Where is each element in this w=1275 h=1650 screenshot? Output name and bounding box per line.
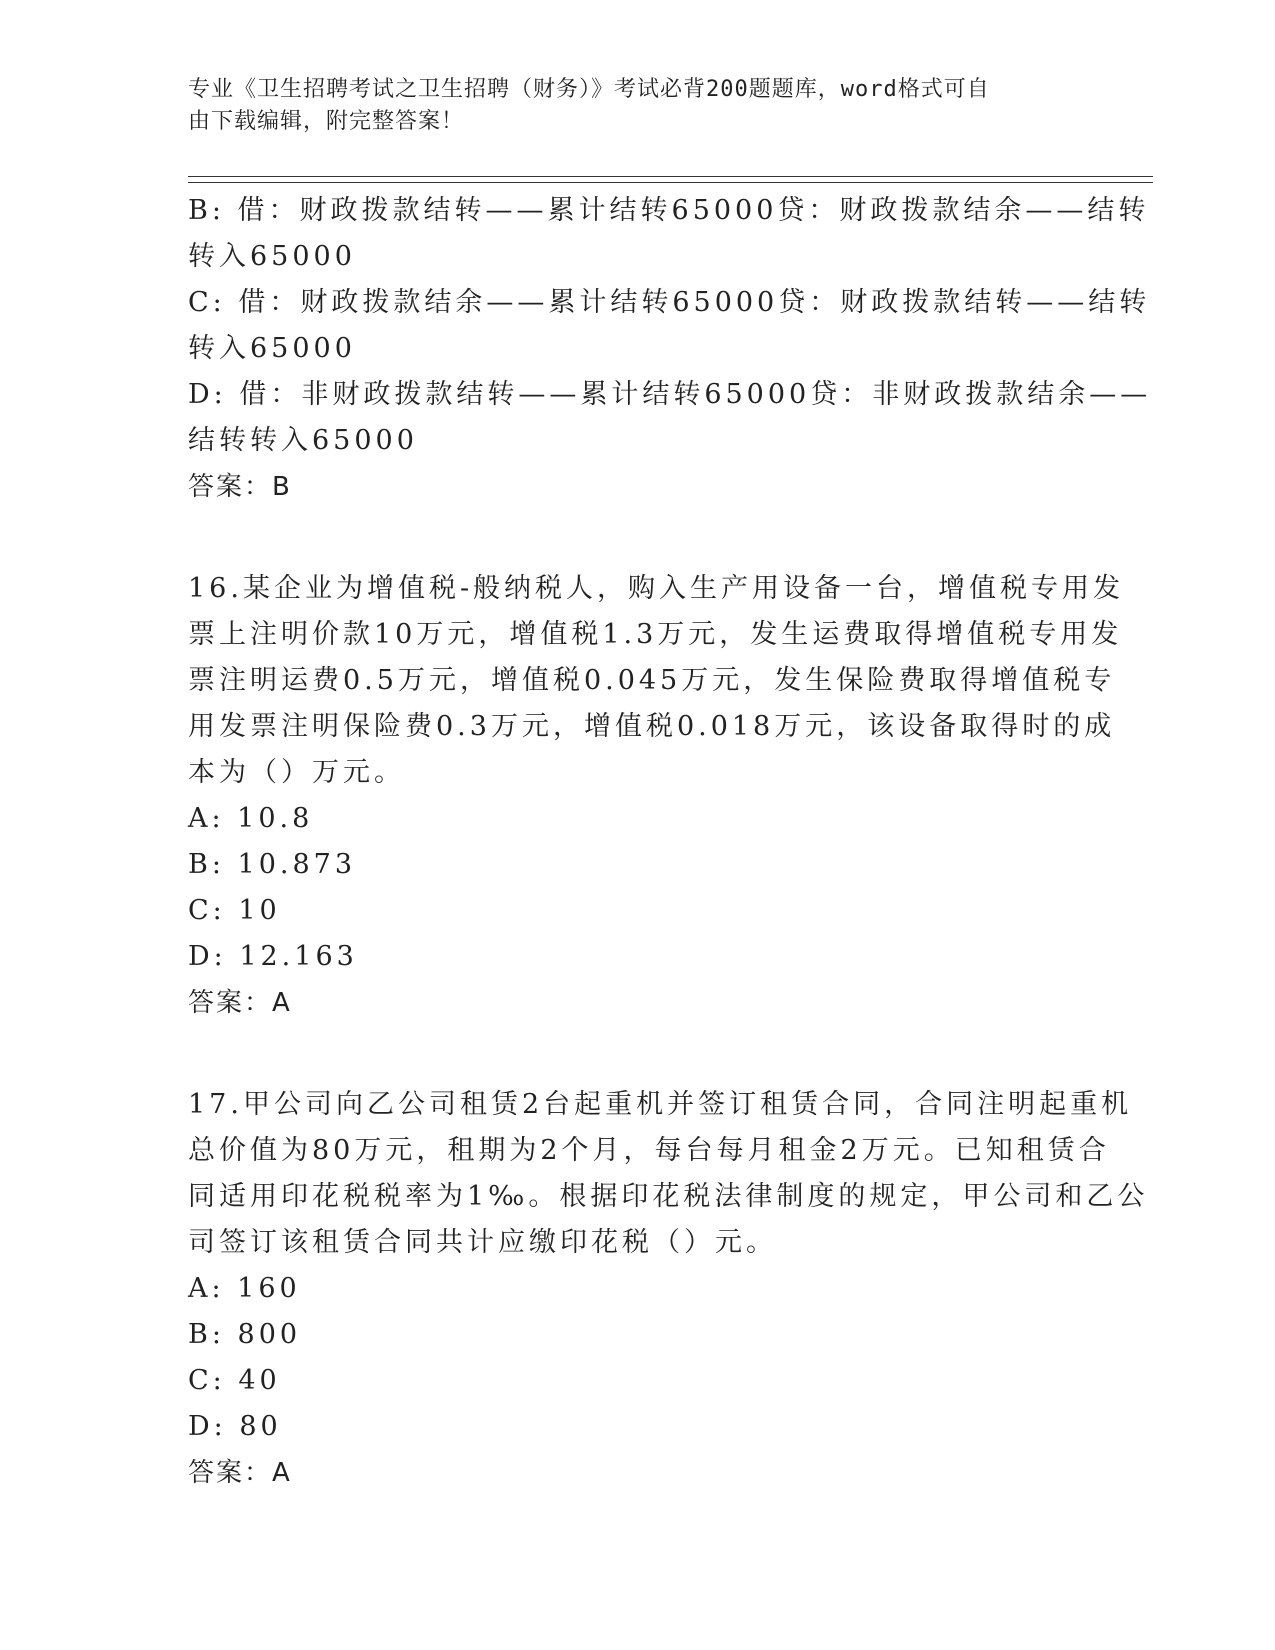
spacer (188, 510, 1088, 566)
option-d-line-1: D: 借：非财政拨款结转——累计结转65000贷：非财政拨款结余—— (188, 379, 1152, 410)
question-16 (188, 566, 1125, 1026)
question-17 (188, 1082, 1149, 1496)
question-16-stem-line-1: 16.某企业为增值税-般纳税人，购入生产用设备一台，增值税专用发 (188, 573, 1125, 604)
option-c-line-1: C: 借：财政拨款结余——累计结转65000贷：财政拨款结转——结转 (188, 287, 1151, 318)
header-rule-top (188, 176, 1153, 177)
header-line-1: 专业《卫生招聘考试之卫生招聘（财务）》考试必背200题题库，word格式可自 (188, 77, 990, 102)
question-17-stem-line-3: 同适用印花税税率为1‰。根据印花税法律制度的规定，甲公司和乙公 (188, 1181, 1149, 1212)
option-c-line-2: 转入65000 (188, 333, 356, 364)
question-17-option-d: D: 80 (188, 1411, 282, 1442)
question-17-stem-line-4: 司签订该租赁合同共计应缴印花税（）元。 (188, 1227, 777, 1258)
answer-16: 答案：A (188, 988, 292, 1018)
question-17-option-a: A: 160 (188, 1273, 301, 1304)
question-16-option-a: A: 10.8 (188, 803, 314, 834)
question-17-option-c: C: 40 (188, 1365, 281, 1396)
answer-17: 答案：A (188, 1458, 292, 1488)
answer-15: 答案：B (188, 472, 292, 502)
question-16-option-d: D: 12.163 (188, 941, 358, 972)
header-rule-bottom (188, 182, 1153, 183)
question-16-stem-line-2: 票上注明价款10万元，增值税1.3万元，发生运费取得增值税专用发 (188, 619, 1123, 650)
question-16-stem-line-4: 用发票注明保险费0.3万元，增值税0.018万元，该设备取得时的成 (188, 711, 1116, 742)
question-17-option-b: B: 800 (188, 1319, 302, 1350)
question-16-option-c: C: 10 (188, 895, 281, 926)
question-16-stem-line-5: 本为（）万元。 (188, 757, 405, 788)
option-b-line-1: B: 借：财政拨款结转——累计结转65000贷：财政拨款结余——结转 (188, 195, 1150, 226)
document-header (188, 74, 1068, 138)
document-body (188, 188, 1152, 1496)
question-16-option-b: B: 10.873 (188, 849, 356, 880)
question-15-continued (188, 188, 1152, 510)
option-b-line-2: 转入65000 (188, 241, 356, 272)
question-17-stem-line-2: 总价值为80万元，租期为2个月，每台每月租金2万元。已知租赁合 (188, 1135, 1110, 1166)
question-17-stem-line-1: 17.甲公司向乙公司租赁2台起重机并签订租赁合同，合同注明起重机 (188, 1089, 1133, 1120)
option-d-line-2: 结转转入65000 (188, 425, 418, 456)
spacer (188, 1026, 1088, 1082)
question-16-stem-line-3: 票注明运费0.5万元，增值税0.045万元，发生保险费取得增值税专 (188, 665, 1116, 696)
header-line-2: 由下载编辑，附完整答案！ (188, 109, 465, 134)
